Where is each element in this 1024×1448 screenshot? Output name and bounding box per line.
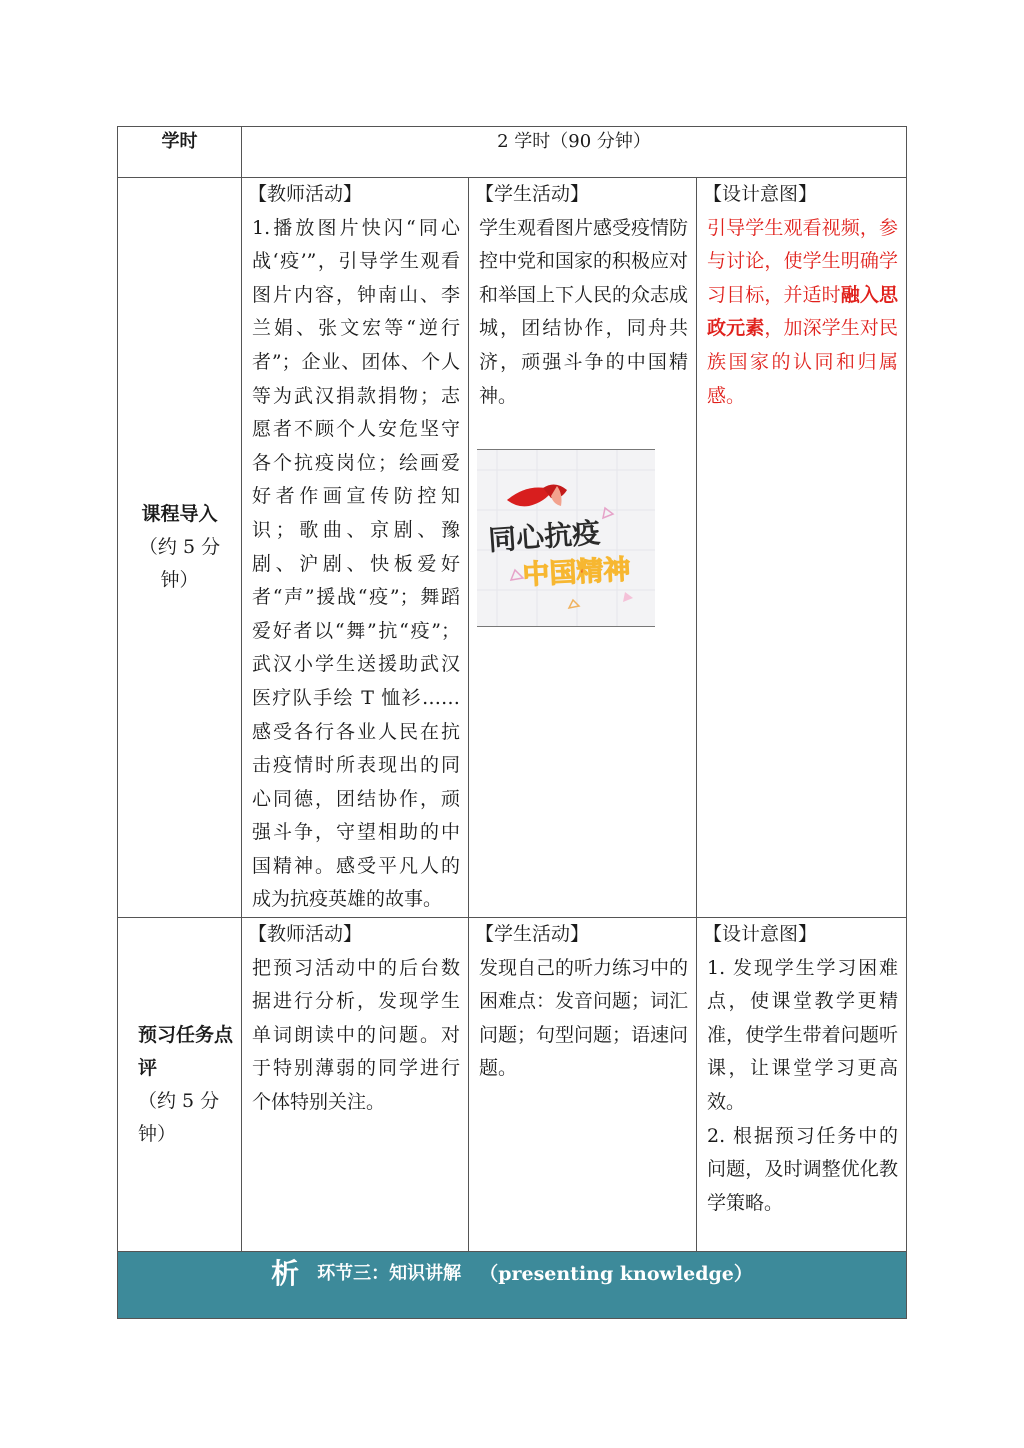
design-intent-heading: 【设计意图】 [703,923,818,946]
design-intent-cell [697,178,907,918]
header-row [118,127,907,178]
design-intent-cell [697,918,907,1252]
teacher-activity-text: 1.播放图片快闪“同心战‘疫’”，引导学生观看图片内容，钟南山、李兰娟、张文宏等“逆行者”；企业、团体、个人等为武汉捐款捐物；志愿者不顾个人安危坚守各个抗疫岗位；绘画爱好者作画宣传防控知识；歌曲、京剧、豫剧、沪剧、快板爱好者“声”援战“疫”；舞蹈爱好者以“舞”抗“疫”；武汉小学生送援助武汉医疗队手绘 T 恤衫……感受各行各业人民在抗击疫情时所表现出的同心同德，团结协作，顽强斗争，守望相助的中国精神。感受平凡人的成为抗疫英雄的故事。 [252,216,460,911]
lesson-plan-table [117,126,907,1319]
hours-value: 2 学时（90 分钟） [242,127,907,178]
stage-duration: （约 5 分钟） [138,1089,220,1145]
table-row [118,178,907,918]
design-intent-text-a: 引导学生观看视频，参与讨论，使学生明确学习目标，并适时 [707,216,899,306]
stage-label-cell [118,178,242,918]
student-activity-cell [469,178,697,918]
section-title: 环节三：知识讲解 [317,1263,462,1285]
stage-label-cell [118,918,242,1252]
list-item: 1. 发现学生学习困难点，使课堂教学更精准，使学生带着问题听课，让课堂学习更高效。 [707,956,899,1114]
hours-label: 学时 [118,127,242,178]
student-activity-heading: 【学生活动】 [475,183,590,205]
table-row [118,918,907,1252]
stage-label: 预习任务点评 [138,1023,234,1079]
teacher-activity-cell [242,918,469,1252]
student-activity-cell [469,918,697,1252]
poster-graphic [477,450,655,626]
teacher-activity-cell [242,178,469,918]
design-intent-text-b: ，加深学生对民族国家的认同和归属感。 [707,317,899,407]
teacher-activity-text: 把预习活动中的后台数据进行分析，发现学生单词朗读中的问题。对于特别薄弱的同学进行个体特别关注。 [252,956,460,1114]
poster-title-line1: 同心抗疫 [487,516,602,558]
student-activity-heading: 【学生活动】 [475,923,590,946]
section-bar [118,1252,907,1319]
section-char: 析 [271,1257,300,1291]
section-bar-cell [118,1252,907,1319]
stage-duration: （约 5 分钟） [138,536,221,592]
teacher-activity-heading: 【教师活动】 [248,923,363,946]
teacher-activity-heading: 【教师活动】 [248,183,363,205]
stage-label: 课程导入 [141,503,218,526]
design-intent-emphasis: 融入思政元素 [707,283,899,340]
list-item: 2. 根据预习任务中的问题，及时调整优化教学策略。 [707,1124,899,1214]
design-intent-heading: 【设计意图】 [703,183,818,205]
student-activity-text: 发现自己的听力练习中的困难点：发音问题；词汇问题；句型问题；语速问题。 [479,956,689,1080]
student-activity-text: 学生观看图片感受疫情防控中党和国家的积极应对和举国上下人民的众志成城，团结协作，同舟共济，顽强斗争的中国精神。 [479,216,689,407]
section-english-title: （presenting knowledge） [479,1262,753,1285]
poster-title-line2: 中国精神 [521,554,632,592]
poster-image [477,449,655,627]
